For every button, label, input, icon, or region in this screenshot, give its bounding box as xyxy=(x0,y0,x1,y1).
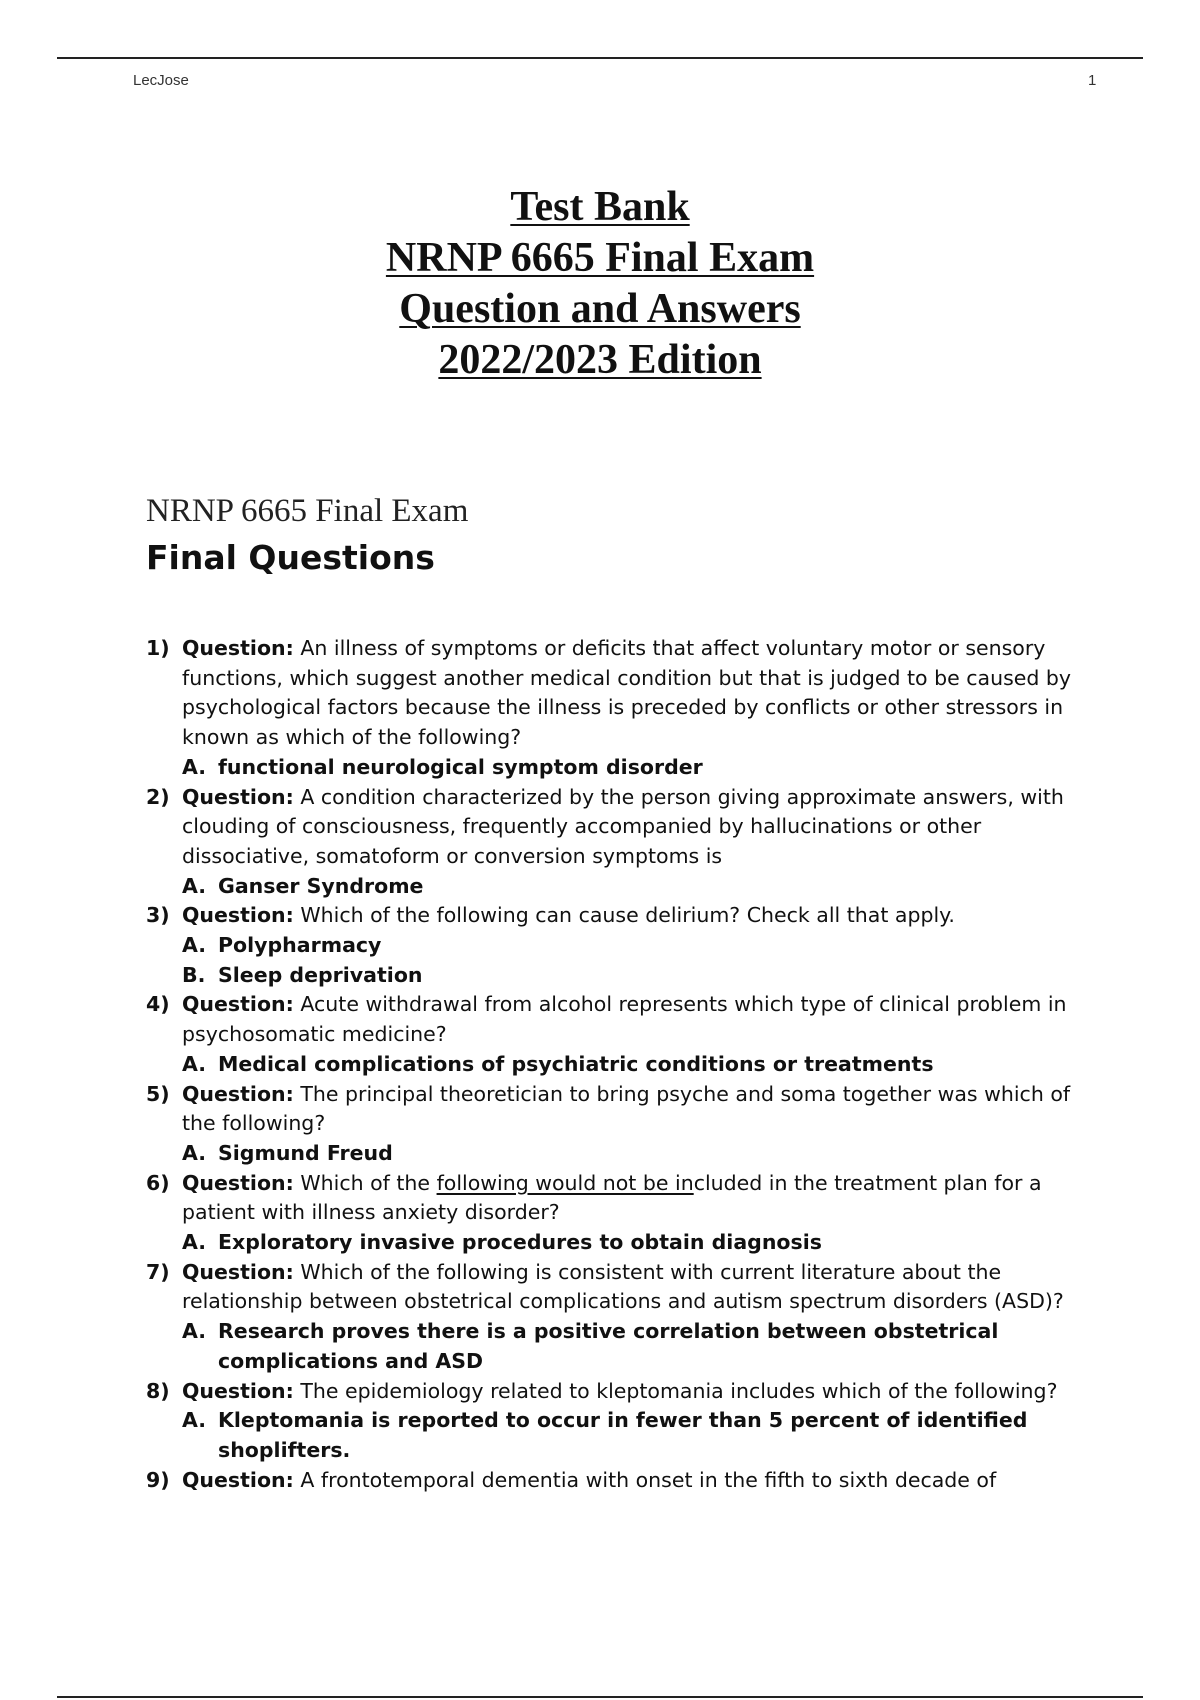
answer-item xyxy=(146,1317,1086,1376)
question-item xyxy=(146,783,1086,872)
answer-letter: A. xyxy=(182,873,207,898)
page-number: 1 xyxy=(1088,72,1097,89)
answer-letter: B. xyxy=(182,962,206,987)
header-author: LecJose xyxy=(133,72,189,89)
question-label: Question: xyxy=(182,1170,294,1195)
bottom-rule xyxy=(57,1696,1143,1698)
title-line-4: 2022/2023 Edition xyxy=(438,337,762,383)
question-text-start: Which of the xyxy=(300,1170,437,1195)
question-text: A condition characterized by the person giving approximate answers, with clouding of consciousness, frequently accompanied by hallucinations or other dissociative, somatoform or conversion symptoms is xyxy=(182,784,1064,868)
answer-item xyxy=(146,931,1086,961)
question-text: A frontotemporal dementia with onset in the fifth to sixth decade of xyxy=(300,1467,997,1492)
answer-text: Ganser Syndrome xyxy=(218,873,424,898)
question-number: 1) xyxy=(146,636,170,660)
question-item xyxy=(146,990,1086,1049)
question-text-underlined: following would not be in xyxy=(436,1170,694,1195)
question-number: 3) xyxy=(146,903,170,928)
question-text: The principal theoretician to bring psyche and soma together was which of the following? xyxy=(182,1081,1071,1136)
question-item xyxy=(146,1466,1086,1496)
answer-text: Sleep deprivation xyxy=(218,962,423,987)
question-text: Which of the following can cause delirium? Check all that apply. xyxy=(300,903,955,928)
section-subheading: Final Questions xyxy=(146,538,435,577)
title-line-1: Test Bank xyxy=(510,184,690,230)
question-list xyxy=(146,634,1086,1495)
question-number: 7) xyxy=(146,1259,170,1284)
question-item xyxy=(146,1080,1086,1139)
answer-letter: A. xyxy=(182,1319,207,1344)
question-text: Acute withdrawal from alcohol represents which type of clinical problem in psychosomatic medicine? xyxy=(182,992,1067,1047)
question-label: Question: xyxy=(182,1081,294,1106)
question-label: Question: xyxy=(182,1467,294,1492)
question-item xyxy=(146,634,1086,753)
question-label: Question: xyxy=(182,784,294,809)
answer-letter: A. xyxy=(182,933,207,958)
answer-text: Exploratory invasive procedures to obtain diagnosis xyxy=(218,1230,822,1255)
answer-text: functional neurological symptom disorder xyxy=(218,754,703,779)
question-text: An illness of symptoms or deficits that affect voluntary motor or sensory functions, which suggest another medical condition but that is judged to be caused by psychological factors because the illness is preceded by conflicts or other stressors in known as which of the following? xyxy=(182,636,1072,750)
answer-item xyxy=(146,1228,1086,1258)
question-number: 8) xyxy=(146,1378,170,1403)
answer-letter: A. xyxy=(182,1230,207,1255)
answer-item xyxy=(146,1406,1086,1465)
title-line-3: Question and Answers xyxy=(399,286,801,332)
title-line-2: NRNP 6665 Final Exam xyxy=(385,235,815,281)
answer-text: Research proves there is a positive correlation between obstetrical complications and ASD xyxy=(218,1319,999,1373)
question-label: Question: xyxy=(182,903,294,928)
question-item xyxy=(146,1377,1086,1407)
answer-text: Kleptomania is reported to occur in fewer than 5 percent of identified shoplifters. xyxy=(218,1408,1028,1462)
question-text-end: cluded in the treatment plan for a patient with illness anxiety disorder? xyxy=(182,1170,1042,1225)
question-text: Which of the following is consistent with current literature about the relationship between obstetrical complications and autism spectrum disorders (ASD)? xyxy=(182,1259,1064,1314)
answer-text: Medical complications of psychiatric conditions or treatments xyxy=(218,1051,934,1076)
answer-item xyxy=(146,961,1086,991)
question-item xyxy=(146,1258,1086,1317)
answer-letter: A. xyxy=(182,1140,207,1165)
question-number: 2) xyxy=(146,784,170,809)
answer-item xyxy=(146,1050,1086,1080)
question-number: 5) xyxy=(146,1081,170,1106)
top-rule xyxy=(57,57,1143,59)
question-number: 6) xyxy=(146,1170,170,1195)
question-text: The epidemiology related to kleptomania includes which of the following? xyxy=(300,1378,1058,1403)
answer-text: Polypharmacy xyxy=(218,933,382,958)
question-item xyxy=(146,901,1086,931)
question-number: 9) xyxy=(146,1467,170,1492)
answer-letter: A. xyxy=(182,1408,207,1433)
question-label: Question: xyxy=(182,1378,294,1403)
answer-item xyxy=(146,1139,1086,1169)
answer-letter: A. xyxy=(182,754,207,779)
question-number: 4) xyxy=(146,992,170,1017)
answer-item xyxy=(146,872,1086,902)
document-title xyxy=(0,182,1200,386)
question-item xyxy=(146,1169,1086,1228)
question-label: Question: xyxy=(182,1259,294,1284)
question-label: Question: xyxy=(182,636,294,660)
answer-letter: A. xyxy=(182,1051,207,1076)
answer-text: Sigmund Freud xyxy=(218,1140,393,1165)
question-label: Question: xyxy=(182,992,294,1017)
section-heading: NRNP 6665 Final Exam xyxy=(146,493,469,529)
answer-item xyxy=(146,753,1086,783)
